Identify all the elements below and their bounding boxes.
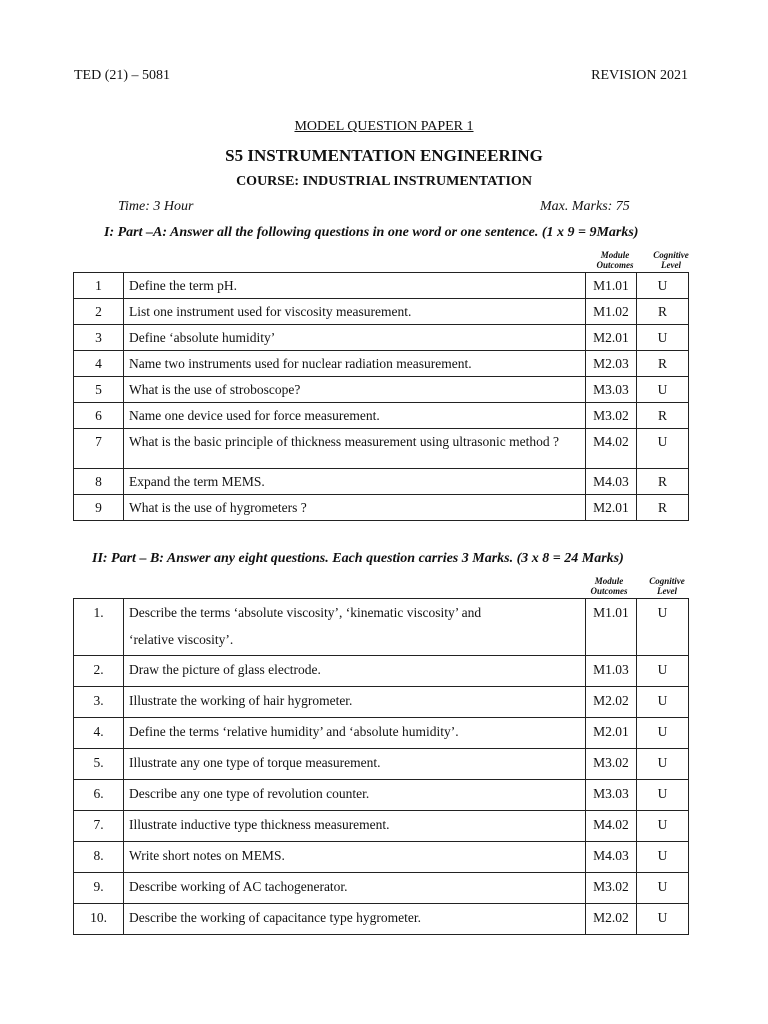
part-a-heading: I: Part –A: Answer all the following questions in one word or one sentence. (1 x 9 = 9Marks) <box>104 225 639 240</box>
part-a-cognitive-header: Cognitive Level <box>653 250 689 270</box>
course-title: S5 INSTRUMENTATION ENGINEERING <box>225 146 543 165</box>
cognitive-level: U <box>637 429 689 469</box>
question-text-line: Describe the terms ‘absolute viscosity’, ‘kinematic viscosity’ and <box>129 605 482 620</box>
table-row <box>74 718 689 749</box>
module-outcome: M3.02 <box>586 873 637 904</box>
question-number: 2 <box>74 299 124 325</box>
table-row <box>74 377 689 403</box>
module-outcome: M3.03 <box>586 780 637 811</box>
question-text-line: ‘relative viscosity’. <box>129 632 234 647</box>
cognitive-level: U <box>637 687 689 718</box>
question-text: Draw the picture of glass electrode. <box>124 656 586 687</box>
table-row <box>74 656 689 687</box>
question-number: 2. <box>74 656 124 687</box>
table-row <box>74 299 689 325</box>
question-text: What is the basic principle of thickness measurement using ultrasonic method ? <box>124 429 586 469</box>
question-number: 6. <box>74 780 124 811</box>
question-text: Write short notes on MEMS. <box>124 842 586 873</box>
table-row <box>74 749 689 780</box>
table-row <box>74 351 689 377</box>
paper-title: MODEL QUESTION PAPER 1 <box>294 119 474 134</box>
question-text: Define the terms ‘relative humidity’ and ‘absolute humidity’. <box>124 718 586 749</box>
cognitive-level: R <box>637 495 689 521</box>
question-number: 5. <box>74 749 124 780</box>
module-outcome: M4.02 <box>586 811 637 842</box>
module-outcome: M2.02 <box>586 904 637 935</box>
question-number: 7 <box>74 429 124 469</box>
question-number: 4. <box>74 718 124 749</box>
module-outcome: M4.03 <box>586 842 637 873</box>
question-number: 7. <box>74 811 124 842</box>
question-number: 9 <box>74 495 124 521</box>
part-a-table <box>73 272 689 521</box>
question-text: Describe the working of capacitance type hygrometer. <box>124 904 586 935</box>
part-b-table <box>73 598 689 935</box>
table-row <box>74 873 689 904</box>
module-outcome: M4.02 <box>586 429 637 469</box>
question-text: Name two instruments used for nuclear radiation measurement. <box>124 351 586 377</box>
question-text: List one instrument used for viscosity measurement. <box>124 299 586 325</box>
cognitive-level: U <box>637 842 689 873</box>
cognitive-level: U <box>637 377 689 403</box>
question-text: Illustrate the working of hair hygrometer. <box>124 687 586 718</box>
table-row <box>74 904 689 935</box>
max-marks-label: Max. Marks: 75 <box>540 199 630 214</box>
module-outcome: M2.02 <box>586 687 637 718</box>
module-outcome: M3.02 <box>586 403 637 429</box>
question-text: What is the use of hygrometers ? <box>124 495 586 521</box>
table-row <box>74 780 689 811</box>
cognitive-level: U <box>637 599 689 656</box>
table-row <box>74 273 689 299</box>
cognitive-level: U <box>637 811 689 842</box>
module-outcome: M2.01 <box>586 325 637 351</box>
module-outcome: M1.01 <box>586 273 637 299</box>
cognitive-level: U <box>637 273 689 299</box>
course-name: COURSE: INDUSTRIAL INSTRUMENTATION <box>236 174 532 189</box>
table-row <box>74 687 689 718</box>
question-text: Illustrate any one type of torque measurement. <box>124 749 586 780</box>
revision-label: REVISION 2021 <box>591 68 688 83</box>
question-number: 1. <box>74 599 124 656</box>
question-number: 8 <box>74 469 124 495</box>
question-text <box>124 599 586 656</box>
module-outcome: M2.01 <box>586 718 637 749</box>
part-a-module-header: Module Outcomes <box>596 250 634 270</box>
cognitive-level: R <box>637 469 689 495</box>
question-number: 5 <box>74 377 124 403</box>
cognitive-level: U <box>637 718 689 749</box>
module-outcome: M2.01 <box>586 495 637 521</box>
part-b-cognitive-header: Cognitive Level <box>649 576 685 596</box>
question-number: 3. <box>74 687 124 718</box>
question-number: 1 <box>74 273 124 299</box>
table-row <box>74 599 689 656</box>
cognitive-level: U <box>637 656 689 687</box>
module-outcome: M1.03 <box>586 656 637 687</box>
table-row <box>74 403 689 429</box>
cognitive-level: R <box>637 299 689 325</box>
module-outcome: M2.03 <box>586 351 637 377</box>
document-code: TED (21) – 5081 <box>74 68 171 83</box>
question-text: Describe any one type of revolution counter. <box>124 780 586 811</box>
question-text: Describe working of AC tachogenerator. <box>124 873 586 904</box>
question-text: Define ‘absolute humidity’ <box>124 325 586 351</box>
question-text: What is the use of stroboscope? <box>124 377 586 403</box>
cognitive-level: U <box>637 325 689 351</box>
table-row <box>74 495 689 521</box>
cognitive-level: R <box>637 403 689 429</box>
question-text: Illustrate inductive type thickness measurement. <box>124 811 586 842</box>
question-text: Define the term pH. <box>124 273 586 299</box>
table-row <box>74 811 689 842</box>
table-row <box>74 842 689 873</box>
question-number: 10. <box>74 904 124 935</box>
table-row <box>74 429 689 469</box>
table-row <box>74 325 689 351</box>
module-outcome: M1.02 <box>586 299 637 325</box>
question-number: 4 <box>74 351 124 377</box>
question-number: 9. <box>74 873 124 904</box>
cognitive-level: U <box>637 873 689 904</box>
question-number: 3 <box>74 325 124 351</box>
question-text: Expand the term MEMS. <box>124 469 586 495</box>
question-number: 8. <box>74 842 124 873</box>
cognitive-level: R <box>637 351 689 377</box>
cognitive-level: U <box>637 780 689 811</box>
question-text: Name one device used for force measurement. <box>124 403 586 429</box>
module-outcome: M3.03 <box>586 377 637 403</box>
part-b-heading: II: Part – B: Answer any eight questions. Each question carries 3 Marks. (3 x 8 = 24 Marks) <box>92 551 624 566</box>
module-outcome: M1.01 <box>586 599 637 656</box>
time-label: Time: 3 Hour <box>118 199 194 214</box>
cognitive-level: U <box>637 904 689 935</box>
table-row <box>74 469 689 495</box>
module-outcome: M4.03 <box>586 469 637 495</box>
part-b-module-header: Module Outcomes <box>590 576 628 596</box>
question-number: 6 <box>74 403 124 429</box>
module-outcome: M3.02 <box>586 749 637 780</box>
cognitive-level: U <box>637 749 689 780</box>
